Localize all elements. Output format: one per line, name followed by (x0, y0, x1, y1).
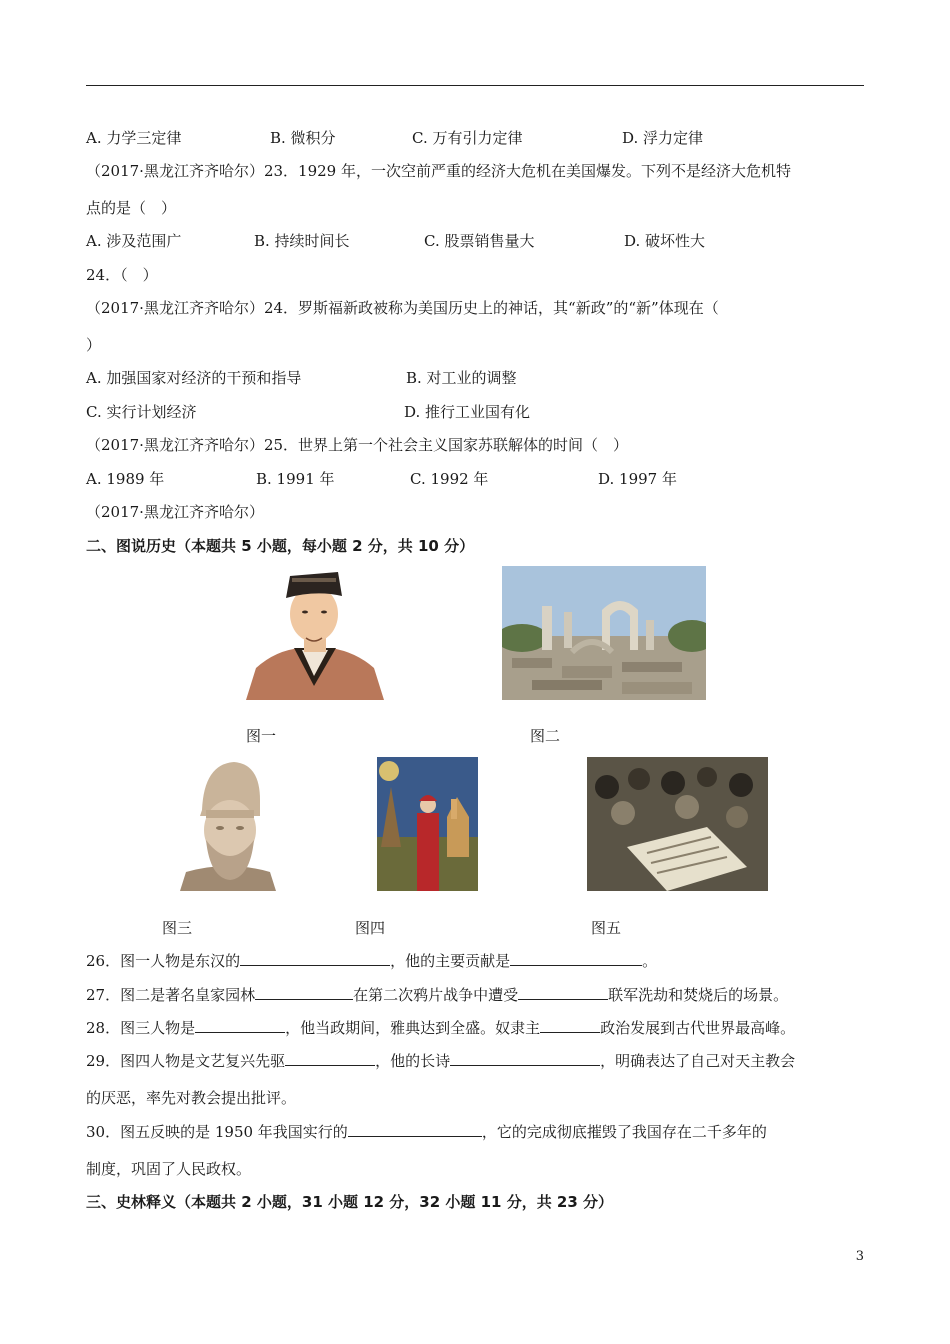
q23-option-d: D. 破坏性大 (624, 232, 706, 250)
q28-blank2[interactable] (540, 1018, 600, 1033)
q26-part3: 。 (642, 952, 658, 970)
q27 (86, 984, 788, 1005)
q28 (86, 1017, 795, 1038)
q26-part1: 26．图一人物是东汉的 (86, 952, 241, 970)
q27-part3: 联军洗劫和焚烧后的场景。 (608, 986, 789, 1004)
q24-option-d: D. 推行工业国有化 (404, 403, 531, 421)
q28-part2: ，他当政期间，雅典达到全盛。奴隶主 (285, 1019, 541, 1037)
q30 (86, 1121, 767, 1142)
page-number: 3 (855, 1249, 864, 1264)
q30-line2: 制度，巩固了人民政权。 (86, 1160, 252, 1178)
q30-part2: ，它的完成彻底摧毁了我国存在二千多年的 (481, 1123, 767, 1141)
q27-blank1[interactable] (255, 985, 353, 1000)
q24-option-b: B. 对工业的调整 (406, 369, 517, 387)
q28-blank1[interactable] (195, 1018, 285, 1033)
q29-blank1[interactable] (285, 1051, 375, 1066)
q30-part1: 30．图五反映的是 1950 年我国实行的 (86, 1123, 348, 1141)
q25-option-b: B. 1991 年 (256, 470, 335, 488)
q24-stem-line1: （2017·黑龙江齐齐哈尔）24．罗斯福新政被称为美国历史上的神话，其“新政”的“新”体现在（ (86, 299, 719, 317)
q28-part3: 政治发展到古代世界最高峰。 (600, 1019, 796, 1037)
q23-option-a: A. 涉及范围广 (86, 232, 182, 250)
q29-line2: 的厌恶，率先对教会提出批评。 (86, 1089, 297, 1107)
q27-part2: 在第二次鸦片战争中遭受 (353, 986, 519, 1004)
q26-blank2[interactable] (510, 951, 642, 966)
section3-title: 三、史林释义（本题共 2 小题，31 小题 12 分，32 小题 11 分，共 23 分） (86, 1193, 614, 1211)
q24-prefix: 24．（ ） (86, 266, 158, 284)
section2-title: 二、图说历史（本题共 5 小题，每小题 2 分，共 10 分） (86, 537, 475, 555)
q30-blank1[interactable] (348, 1122, 482, 1137)
q29-part3: ，明确表达了自己对天主教会 (600, 1052, 796, 1070)
q27-part1: 27．图二是著名皇家园林 (86, 986, 256, 1004)
q23-option-b: B. 持续时间长 (254, 232, 350, 250)
q22-option-d: D. 浮力定律 (622, 129, 704, 147)
source-note: （2017·黑龙江齐齐哈尔） (86, 503, 264, 521)
q29-blank2[interactable] (450, 1051, 600, 1066)
q26-part2: ，他的主要贡献是 (390, 952, 511, 970)
q29-part1: 29．图四人物是文艺复兴先驱 (86, 1052, 286, 1070)
q29 (86, 1050, 795, 1071)
q22-option-b: B. 微积分 (270, 129, 336, 147)
q22-option-a: A. 力学三定律 (86, 129, 182, 147)
q24-option-a: A. 加强国家对经济的干预和指导 (86, 369, 302, 387)
q28-part1: 28．图三人物是 (86, 1019, 196, 1037)
q29-part2: ，他的长诗 (375, 1052, 451, 1070)
q24-stem-line2: ） (86, 336, 102, 354)
figure3-caption: 图三 (162, 919, 193, 937)
figure4-image (377, 757, 478, 891)
figure1-image (246, 568, 384, 700)
figure5-image (587, 757, 768, 891)
q26-blank1[interactable] (240, 951, 390, 966)
q27-blank2[interactable] (518, 985, 608, 1000)
figure5-caption: 图五 (591, 919, 622, 937)
figure3-image (180, 760, 276, 891)
figure2-caption: 图二 (530, 727, 561, 745)
q25-option-c: C. 1992 年 (410, 470, 489, 488)
q25-stem: （2017·黑龙江齐齐哈尔）25．世界上第一个社会主义国家苏联解体的时间（ ） (86, 436, 629, 454)
q23-stem-line2: 点的是（ ） (86, 199, 177, 217)
figure4-caption: 图四 (355, 919, 386, 937)
header-rule (86, 85, 864, 86)
q26 (86, 950, 657, 971)
q23-option-c: C. 股票销售量大 (424, 232, 535, 250)
figure1-caption: 图一 (246, 727, 277, 745)
q22-option-c: C. 万有引力定律 (412, 129, 523, 147)
q25-option-a: A. 1989 年 (86, 470, 165, 488)
figure2-image (502, 566, 706, 700)
q24-option-c: C. 实行计划经济 (86, 403, 197, 421)
q23-stem-line1: （2017·黑龙江齐齐哈尔）23．1929 年，一次空前严重的经济大危机在美国爆发。下列不是经济大危机特 (86, 162, 791, 180)
q25-option-d: D. 1997 年 (598, 470, 677, 488)
